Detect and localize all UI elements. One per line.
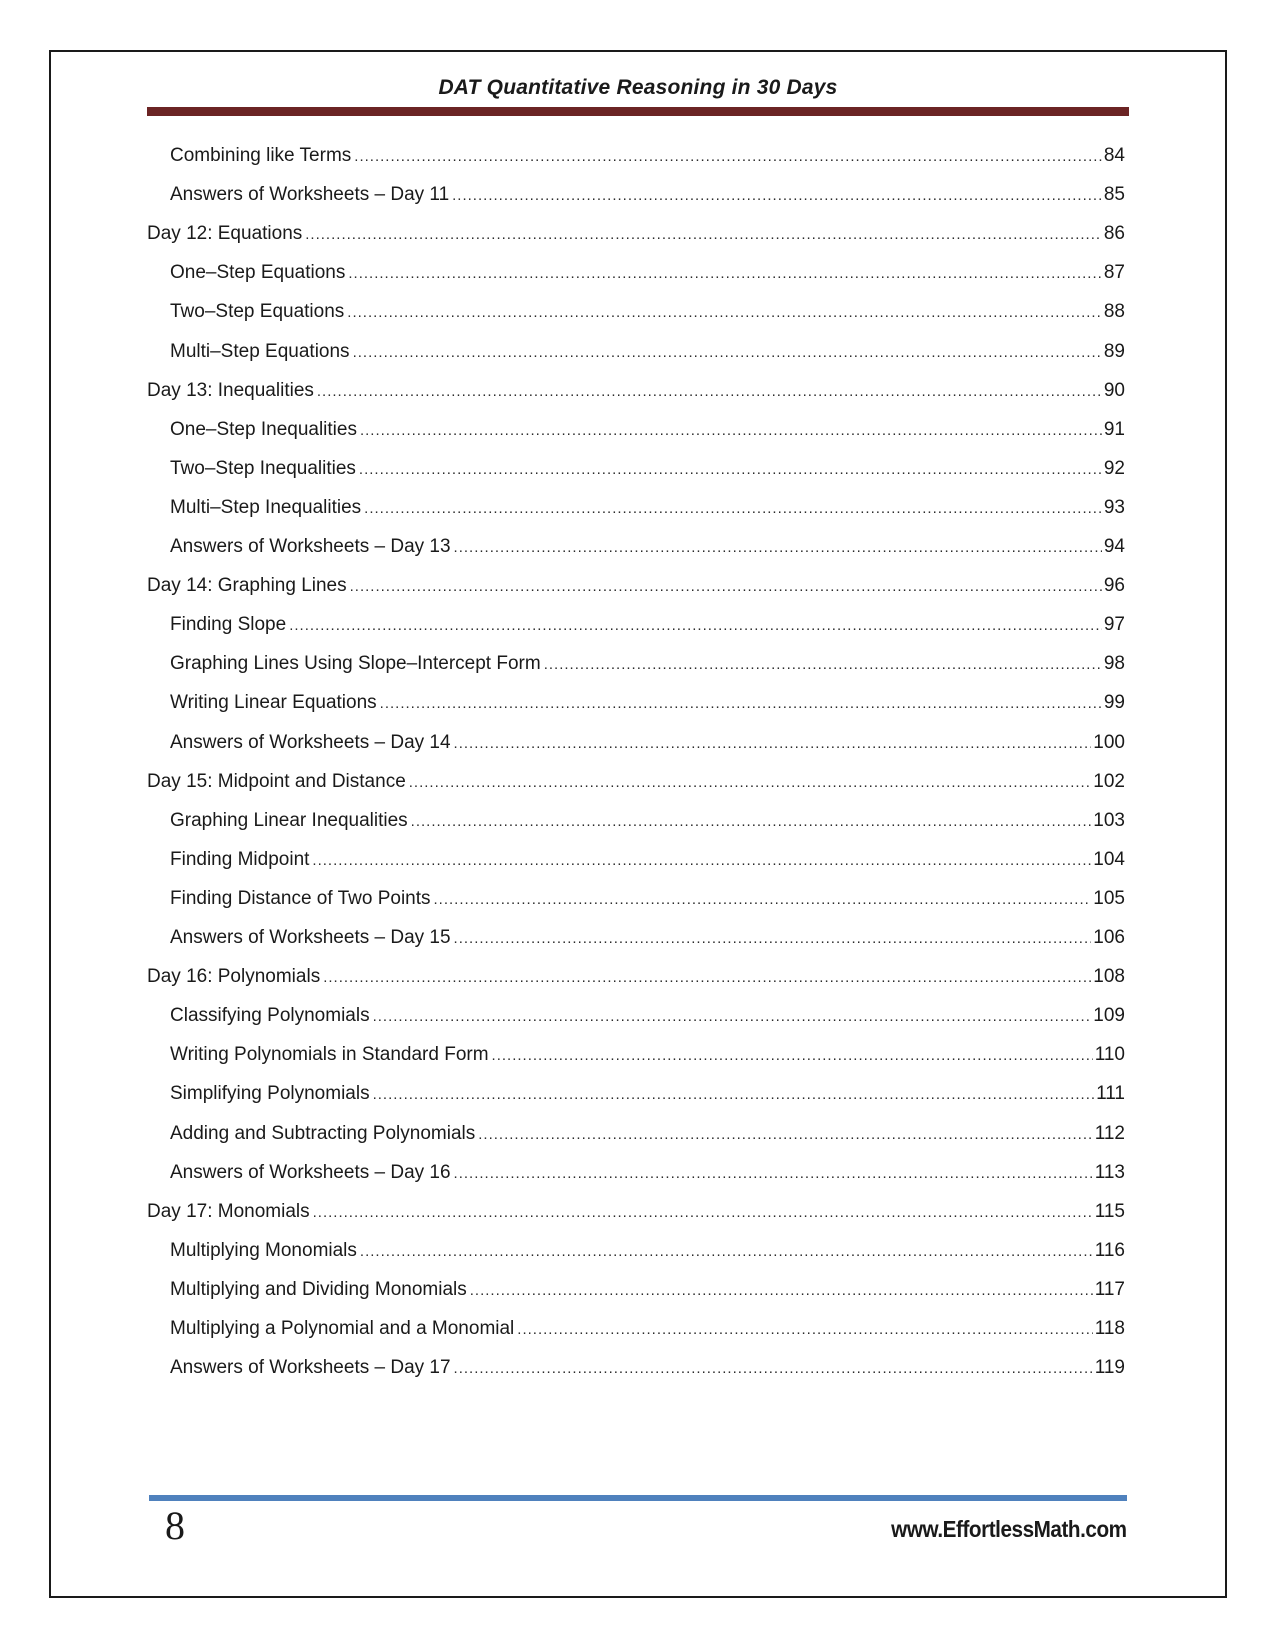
- dot-leader: [380, 692, 1102, 716]
- toc-entry-title: One–Step Inequalities: [170, 418, 357, 440]
- toc-entry-title: Multiplying a Polynomial and a Monomial: [170, 1318, 515, 1339]
- toc-entry-title: Two–Step Equations: [170, 301, 345, 323]
- toc-section-entry[interactable]: [170, 1317, 1125, 1342]
- dot-leader: [360, 1240, 1093, 1264]
- dot-leader: [411, 810, 1092, 834]
- toc-section-entry[interactable]: [170, 300, 1125, 325]
- toc-section-entry[interactable]: [170, 535, 1125, 560]
- dot-leader: [478, 1123, 1092, 1147]
- dot-leader: [347, 301, 1102, 325]
- toc-entry-title: Answers of Worksheets – Day 11: [170, 184, 450, 206]
- toc-entry-title: Answers of Worksheets – Day 17: [170, 1357, 451, 1379]
- dot-leader: [313, 1201, 1093, 1225]
- toc-entry-title: Multiplying and Dividing Monomials: [170, 1278, 467, 1300]
- toc-entry-page-number: 89: [1103, 340, 1125, 362]
- dot-leader: [454, 732, 1092, 756]
- toc-entry-title: Multi–Step Inequalities: [170, 496, 362, 518]
- toc-entry-page-number: 115: [1094, 1200, 1125, 1222]
- toc-entry-title: Day 16: Polynomials: [147, 966, 321, 988]
- toc-chapter-entry[interactable]: [147, 574, 1125, 599]
- toc-section-entry[interactable]: [170, 613, 1125, 638]
- toc-chapter-entry[interactable]: [147, 222, 1125, 247]
- toc-entry-page-number: 113: [1094, 1161, 1125, 1183]
- dot-leader: [317, 380, 1102, 404]
- toc-entry-page-number: 106: [1093, 927, 1125, 948]
- toc-section-entry[interactable]: [170, 1043, 1125, 1068]
- toc-section-entry[interactable]: [170, 926, 1125, 951]
- dot-leader: [359, 458, 1102, 482]
- toc-entry-page-number: 93: [1103, 496, 1125, 518]
- dot-leader: [354, 145, 1102, 169]
- toc-section-entry[interactable]: [170, 340, 1125, 365]
- toc-section-entry[interactable]: [170, 1278, 1125, 1303]
- toc-chapter-entry[interactable]: [147, 965, 1125, 990]
- toc-section-entry[interactable]: [170, 731, 1125, 756]
- toc-entry-page-number: 100: [1093, 731, 1125, 753]
- toc-entry-title: Day 17: Monomials: [147, 1200, 310, 1222]
- dot-leader: [470, 1279, 1093, 1303]
- toc-entry-page-number: 102: [1093, 770, 1125, 792]
- toc-entry-title: Simplifying Polynomials: [170, 1083, 370, 1105]
- toc-entry-title: Two–Step Inequalities: [170, 457, 356, 479]
- toc-section-entry[interactable]: [170, 496, 1125, 521]
- header-rule: [147, 107, 1129, 116]
- toc-section-entry[interactable]: [170, 261, 1125, 286]
- dot-leader: [364, 497, 1102, 521]
- dot-leader: [454, 927, 1092, 951]
- toc-section-entry[interactable]: [170, 691, 1125, 716]
- toc-section-entry[interactable]: [170, 457, 1125, 482]
- toc-entry-page-number: 84: [1103, 145, 1125, 166]
- toc-entry-title: Day 14: Graphing Lines: [147, 575, 347, 597]
- toc-entry-page-number: 96: [1103, 575, 1125, 597]
- toc-entry-title: Answers of Worksheets – Day 15: [170, 927, 451, 948]
- dot-leader: [544, 653, 1102, 677]
- toc-entry-title: Day 15: Midpoint and Distance: [147, 770, 406, 792]
- toc-entry-page-number: 86: [1103, 223, 1125, 245]
- toc-entry-page-number: 92: [1103, 457, 1125, 479]
- toc-entry-page-number: 88: [1103, 301, 1125, 323]
- toc-entry-title: Combining like Terms: [170, 145, 352, 166]
- toc-chapter-entry[interactable]: [147, 379, 1125, 404]
- toc-entry-title: Graphing Lines Using Slope–Intercept Form: [170, 653, 541, 675]
- toc-section-entry[interactable]: [170, 1004, 1125, 1029]
- toc-section-entry[interactable]: [170, 183, 1125, 208]
- toc-section-entry[interactable]: [170, 887, 1125, 912]
- toc-entry-page-number: 112: [1094, 1122, 1125, 1144]
- toc-chapter-entry[interactable]: [147, 1200, 1125, 1225]
- dot-leader: [452, 184, 1102, 208]
- toc-entry-title: Finding Midpoint: [170, 848, 310, 870]
- dot-leader: [454, 1357, 1093, 1381]
- toc-section-entry[interactable]: [170, 1161, 1125, 1186]
- toc-entry-page-number: 116: [1094, 1239, 1125, 1261]
- toc-section-entry[interactable]: [170, 1239, 1125, 1264]
- toc-entry-title: Multi–Step Equations: [170, 340, 350, 362]
- dot-leader: [409, 771, 1092, 795]
- toc-entry-title: Adding and Subtracting Polynomials: [170, 1122, 476, 1144]
- toc-entry-page-number: 87: [1103, 262, 1125, 284]
- toc-entry-page-number: 110: [1094, 1044, 1125, 1066]
- toc-entry-title: Answers of Worksheets – Day 14: [170, 731, 451, 753]
- toc-entry-page-number: 91: [1103, 418, 1125, 440]
- toc-section-entry[interactable]: [170, 144, 1125, 169]
- toc-entry-title: Graphing Linear Inequalities: [170, 809, 408, 831]
- toc-entry-title: One–Step Equations: [170, 262, 346, 284]
- toc-chapter-entry[interactable]: [147, 770, 1125, 795]
- dot-leader: [454, 536, 1102, 560]
- toc-section-entry[interactable]: [170, 1082, 1125, 1107]
- toc-entry-page-number: 85: [1103, 184, 1125, 206]
- toc-entry-page-number: 103: [1093, 809, 1125, 831]
- toc-entry-title: Day 13: Inequalities: [147, 379, 314, 401]
- toc-entry-page-number: 105: [1093, 887, 1125, 909]
- toc-entry-page-number: 119: [1094, 1357, 1125, 1379]
- toc-entry-title: Answers of Worksheets – Day 13: [170, 536, 451, 557]
- toc-entry-title: Answers of Worksheets – Day 16: [170, 1161, 451, 1183]
- toc-entry-title: Finding Distance of Two Points: [170, 887, 431, 909]
- toc-section-entry[interactable]: [170, 848, 1125, 873]
- toc-section-entry[interactable]: [170, 1356, 1125, 1381]
- toc-entry-page-number: 94: [1103, 536, 1125, 557]
- toc-entry-page-number: 109: [1093, 1005, 1125, 1027]
- toc-section-entry[interactable]: [170, 652, 1125, 677]
- toc-entry-page-number: 111: [1096, 1083, 1125, 1105]
- footer-website-url: www.EffortlessMath.com: [891, 1516, 1127, 1542]
- dot-leader: [434, 888, 1092, 912]
- dot-leader: [323, 966, 1091, 990]
- footer-rule: [149, 1495, 1127, 1501]
- dot-leader: [373, 1005, 1092, 1029]
- dot-leader: [360, 419, 1102, 443]
- toc-entry-page-number: 97: [1103, 614, 1125, 636]
- toc-entry-title: Writing Linear Equations: [170, 692, 377, 714]
- toc-entry-title: Writing Polynomials in Standard Form: [170, 1044, 489, 1066]
- dot-leader: [305, 223, 1102, 247]
- dot-leader: [517, 1318, 1092, 1342]
- toc-entry-title: Multiplying Monomials: [170, 1239, 357, 1261]
- toc-entry-page-number: 90: [1103, 379, 1125, 401]
- dot-leader: [312, 849, 1091, 873]
- dot-leader: [350, 575, 1102, 599]
- toc-entry-page-number: 104: [1093, 848, 1125, 870]
- dot-leader: [289, 614, 1102, 638]
- dot-leader: [353, 341, 1102, 365]
- toc-entry-page-number: 108: [1093, 966, 1125, 988]
- toc-entry-page-number: 117: [1094, 1278, 1125, 1300]
- page-number: 8: [165, 1503, 185, 1548]
- toc-section-entry[interactable]: [170, 809, 1125, 834]
- toc-entry-page-number: 98: [1103, 653, 1125, 675]
- dot-leader: [492, 1044, 1093, 1068]
- toc-entry-title: Day 12: Equations: [147, 223, 303, 245]
- dot-leader: [454, 1162, 1093, 1186]
- running-header-title: DAT Quantitative Reasoning in 30 Days: [438, 76, 838, 99]
- dot-leader: [373, 1083, 1095, 1107]
- toc-section-entry[interactable]: [170, 418, 1125, 443]
- toc-section-entry[interactable]: [170, 1122, 1125, 1147]
- toc-entry-page-number: 118: [1094, 1318, 1125, 1339]
- toc-entry-title: Classifying Polynomials: [170, 1005, 370, 1027]
- toc-entry-title: Finding Slope: [170, 614, 287, 636]
- toc-entry-page-number: 99: [1103, 692, 1125, 714]
- dot-leader: [348, 262, 1102, 286]
